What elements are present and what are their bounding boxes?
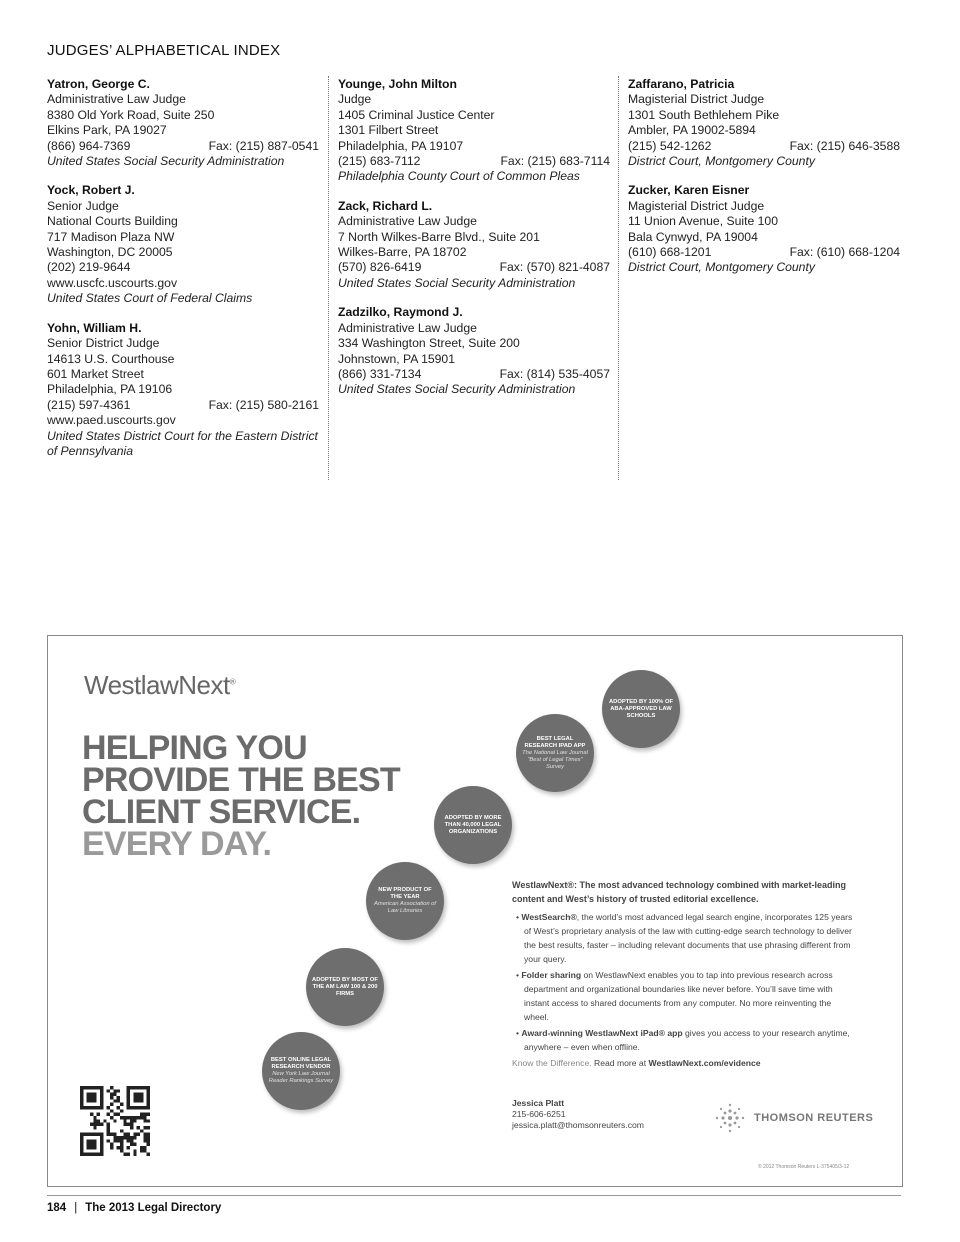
judge-name: Zaffarano, Patricia xyxy=(628,77,735,91)
phone-fax-row xyxy=(47,260,319,275)
fax-number: Fax: (814) 535-4057 xyxy=(499,366,610,381)
bubble-title: BEST LEGAL RESEARCH IPAD APP xyxy=(524,735,586,749)
qr-finder xyxy=(87,1139,97,1149)
qr-module xyxy=(123,1123,126,1126)
court-agency: Philadelphia County Court of Common Pleas xyxy=(338,169,580,184)
qr-module xyxy=(110,1116,113,1119)
qr-module xyxy=(120,1116,123,1119)
qr-code[interactable] xyxy=(80,1086,150,1156)
website-link[interactable]: www.paed.uscourts.gov xyxy=(47,413,176,428)
address-line: Elkins Park, PA 19027 xyxy=(47,123,167,138)
qr-finder xyxy=(87,1093,97,1103)
phone-fax-row xyxy=(47,398,319,413)
qr-module xyxy=(137,1126,140,1129)
qr-module xyxy=(143,1119,146,1122)
qr-module xyxy=(97,1113,100,1116)
address-line: Philadelphia, PA 19106 xyxy=(47,382,173,397)
qr-module xyxy=(133,1133,136,1136)
ad-bullet: • Award-winning WestlawNext iPad® app gives you access to your research anytime, anywhere – even when offline. xyxy=(516,1028,850,1052)
qr-module xyxy=(110,1093,113,1096)
court-agency: United States District Court for the Eastern District of Pennsylvania xyxy=(47,428,318,458)
qr-module xyxy=(130,1126,133,1129)
judge-entry xyxy=(47,77,319,169)
publication-name: The 2013 Legal Directory xyxy=(85,1202,222,1214)
award-bubble xyxy=(366,862,444,940)
bubble-subtitle: New York Law Journal Reader Rankings Survey xyxy=(268,1071,334,1084)
judge-entry xyxy=(628,77,900,169)
address-line: 1301 South Bethlehem Pike xyxy=(628,107,780,122)
address-line: 334 Washington Street, Suite 200 xyxy=(338,336,520,351)
qr-module xyxy=(117,1139,120,1142)
qr-module xyxy=(120,1109,123,1112)
address-line: 7 North Wilkes-Barre Blvd., Suite 201 xyxy=(338,229,540,244)
qr-module xyxy=(97,1119,100,1122)
qr-module xyxy=(107,1123,110,1126)
qr-module xyxy=(147,1133,150,1136)
qr-module xyxy=(107,1113,110,1116)
contact-email[interactable]: jessica.platt@thomsonreuters.com xyxy=(512,1120,644,1130)
phone-fax-row xyxy=(338,260,610,275)
bubble-title: BEST ONLINE LEGAL RESEARCH VENDOR xyxy=(270,1057,332,1070)
qr-module xyxy=(133,1116,136,1119)
qr-module xyxy=(143,1149,146,1152)
phone-fax-row xyxy=(628,245,900,260)
qr-module xyxy=(113,1113,116,1116)
award-bubble xyxy=(434,786,512,864)
judge-title: Administrative Law Judge xyxy=(47,92,186,107)
judge-entry xyxy=(628,183,900,275)
fax-number: Fax: (570) 821-4087 xyxy=(499,260,610,275)
bullet-text: on WestlawNext enables you to tap into previous research across department and organizational boundaries like never before. You’ll save time with instant access to shared documents from any computer. No more reinventing the wheel. xyxy=(524,970,833,1022)
qr-module xyxy=(133,1153,136,1156)
bullet-lead: Folder sharing xyxy=(521,970,582,980)
qr-module xyxy=(120,1129,123,1132)
judge-title: Magisterial District Judge xyxy=(628,92,765,107)
qr-module xyxy=(127,1136,130,1139)
address-line: Washington, DC 20005 xyxy=(47,245,173,260)
footer-rule xyxy=(47,1195,901,1196)
qr-module xyxy=(97,1123,100,1126)
qr-module xyxy=(110,1103,113,1106)
qr-module xyxy=(143,1136,146,1139)
phone-number: (610) 668-1201 xyxy=(628,245,712,260)
ad-url-link[interactable]: WestlawNext.com/evidence xyxy=(648,1058,761,1068)
judge-title: Administrative Law Judge xyxy=(338,320,477,335)
index-column-2 xyxy=(338,77,610,412)
qr-module xyxy=(110,1146,113,1149)
qr-module xyxy=(140,1113,143,1116)
qr-module xyxy=(120,1136,123,1139)
qr-module xyxy=(147,1126,150,1129)
bullet-text: , the world’s most advanced legal search engine, incorporates 125 years of West’s proprietary analysis of the law with cutting-edge search technology to deliver the best results, faster – including relevant documents that use phrasing different from your query. xyxy=(524,912,853,964)
qr-module xyxy=(133,1119,136,1122)
phone-number: (215) 683-7112 xyxy=(338,154,421,169)
phone-number: (866) 964-7369 xyxy=(47,138,131,153)
court-agency: United States Social Security Administration xyxy=(338,275,576,290)
qr-module xyxy=(130,1123,133,1126)
address-line: 8380 Old York Road, Suite 250 xyxy=(47,107,215,122)
judge-name: Zadzilko, Raymond J. xyxy=(338,305,463,320)
qr-module xyxy=(117,1099,120,1102)
court-agency: United States Social Security Administration xyxy=(338,382,576,397)
qr-finder xyxy=(133,1093,143,1103)
court-agency: District Court, Montgomery County xyxy=(628,154,815,169)
qr-module xyxy=(140,1146,143,1149)
qr-module xyxy=(123,1119,126,1122)
award-bubble xyxy=(516,714,594,792)
bullet-lead: Award-winning WestlawNext iPad® app xyxy=(521,1028,683,1038)
qr-module xyxy=(137,1116,140,1119)
page-footer xyxy=(47,1202,221,1214)
bubble-title: ADOPTED BY 100% OF ABA-APPROVED LAW SCHOOLS xyxy=(609,698,673,719)
fax-number: Fax: (215) 646-3588 xyxy=(789,138,900,153)
judge-title: Senior Judge xyxy=(47,198,119,213)
address-line: National Courts Building xyxy=(47,214,178,229)
qr-module xyxy=(103,1119,106,1122)
address-line: Ambler, PA 19002-5894 xyxy=(628,123,756,138)
bubble-subtitle: The National Law Journal “Best of Legal Times” Survey xyxy=(522,749,588,770)
index-column-3 xyxy=(628,77,900,290)
phone-number: (570) 826-6419 xyxy=(338,260,422,275)
qr-module xyxy=(93,1119,96,1122)
qr-module xyxy=(113,1119,116,1122)
qr-module xyxy=(107,1106,110,1109)
qr-module xyxy=(113,1139,116,1142)
thomson-reuters-logo xyxy=(712,1100,873,1136)
qr-module xyxy=(113,1099,116,1102)
phone-number: (215) 542-1262 xyxy=(628,138,712,153)
qr-module xyxy=(147,1119,150,1122)
qr-module xyxy=(147,1113,150,1116)
qr-module xyxy=(123,1153,126,1156)
qr-module xyxy=(143,1113,146,1116)
address-line: 11 Union Avenue, Suite 100 xyxy=(628,214,778,229)
qr-module xyxy=(110,1143,113,1146)
qr-module xyxy=(130,1143,133,1146)
qr-module xyxy=(133,1136,136,1139)
qr-module xyxy=(110,1096,113,1099)
page-number: 184 xyxy=(47,1202,67,1214)
qr-module xyxy=(117,1106,120,1109)
award-bubble xyxy=(306,948,384,1026)
fax-number: Fax: (215) 580-2161 xyxy=(208,397,319,412)
qr-module xyxy=(110,1133,113,1136)
qr-module xyxy=(127,1133,130,1136)
judge-name: Yatron, George C. xyxy=(47,77,150,91)
qr-module xyxy=(130,1139,133,1142)
phone-fax-row xyxy=(628,139,900,154)
qr-module xyxy=(110,1086,113,1089)
judge-entry xyxy=(47,321,319,460)
judge-name: Yohn, William H. xyxy=(47,320,142,335)
qr-module xyxy=(143,1116,146,1119)
judge-name: Zack, Richard L. xyxy=(338,198,433,213)
qr-module xyxy=(107,1133,110,1136)
qr-module xyxy=(147,1139,150,1142)
qr-module xyxy=(123,1133,126,1136)
footer-separator: | xyxy=(74,1202,78,1214)
qr-module xyxy=(117,1146,120,1149)
column-divider xyxy=(618,76,619,480)
website-link[interactable]: www.uscfc.uscourts.gov xyxy=(47,275,178,290)
headline-line: PROVIDE THE BEST xyxy=(82,761,400,799)
qr-module xyxy=(133,1149,136,1152)
qr-module xyxy=(147,1136,150,1139)
westlawnext-logo: WestlawNext® xyxy=(84,670,236,700)
fax-number: Fax: (215) 887-0541 xyxy=(208,138,319,153)
qr-module xyxy=(147,1153,150,1156)
ad-bullet: • WestSearch®, the world’s most advanced legal search engine, incorporates 125 years of West’s proprietary analysis of the law with cutting-edge search technology to deliver the best results, faster – including relevant documents that use phrasing different from your query. xyxy=(516,912,853,964)
qr-module xyxy=(110,1109,113,1112)
phone-fax-row xyxy=(338,154,610,169)
ad-bullet: • Folder sharing on WestlawNext enables you to tap into previous research across department and organizational boundaries like never before. You’ll save time with instant access to shared documents from any computer. No more reinventing the wheel. xyxy=(516,970,833,1022)
bubble-title: ADOPTED BY MORE THAN 40,000 LEGAL ORGANIZATIONS xyxy=(444,814,502,835)
qr-module xyxy=(107,1126,110,1129)
judge-name: Yock, Robert J. xyxy=(47,183,135,198)
ad-body-copy xyxy=(512,878,857,1070)
qr-module xyxy=(117,1136,120,1139)
judge-entry xyxy=(338,77,610,185)
qr-module xyxy=(93,1116,96,1119)
ad-headline xyxy=(82,729,400,863)
bubble-title: NEW PRODUCT OF THE YEAR xyxy=(378,887,432,900)
award-bubble xyxy=(602,670,680,748)
court-agency: United States Social Security Administration xyxy=(47,154,285,169)
address-line: 1405 Criminal Justice Center xyxy=(338,107,495,122)
judge-title: Judge xyxy=(338,92,372,107)
qr-module xyxy=(90,1113,93,1116)
contact-name: Jessica Platt xyxy=(512,1098,565,1108)
bullet-text: gives you access to your research anytime, anywhere – even when offline. xyxy=(524,1028,850,1052)
phone-number: (866) 331-7134 xyxy=(338,366,422,381)
qr-module xyxy=(140,1149,143,1152)
bubble-subtitle: American Association of Law Libraries xyxy=(374,901,436,914)
qr-module xyxy=(113,1089,116,1092)
qr-module xyxy=(123,1136,126,1139)
column-divider xyxy=(328,76,329,480)
qr-module xyxy=(130,1116,133,1119)
address-line: 717 Madison Plaza NW xyxy=(47,229,175,244)
westlaw-advertisement xyxy=(47,635,903,1187)
headline-line: CLIENT SERVICE. xyxy=(82,793,361,831)
headline-line: HELPING YOU xyxy=(82,729,307,767)
qr-module xyxy=(123,1116,126,1119)
qr-module xyxy=(143,1126,146,1129)
qr-module xyxy=(120,1139,123,1142)
qr-module xyxy=(117,1089,120,1092)
judge-name: Zucker, Karen Eisner xyxy=(628,183,750,198)
qr-module xyxy=(147,1143,150,1146)
address-line: 14613 U.S. Courthouse xyxy=(47,351,175,366)
qr-module xyxy=(127,1139,130,1142)
qr-module xyxy=(127,1123,130,1126)
qr-module xyxy=(107,1139,110,1142)
judge-title: Senior District Judge xyxy=(47,336,160,351)
qr-module xyxy=(100,1123,103,1126)
address-line: Wilkes-Barre, PA 18702 xyxy=(338,245,467,260)
court-agency: District Court, Montgomery County xyxy=(628,260,815,275)
judge-title: Magisterial District Judge xyxy=(628,198,765,213)
qr-module xyxy=(143,1133,146,1136)
qr-module xyxy=(107,1129,110,1132)
judge-entry xyxy=(47,183,319,306)
address-line: Bala Cynwyd, PA 19004 xyxy=(628,229,758,244)
qr-module xyxy=(120,1103,123,1106)
qr-module xyxy=(113,1136,116,1139)
read-more-text: Read more at xyxy=(594,1058,647,1068)
qr-module xyxy=(130,1136,133,1139)
qr-module xyxy=(120,1149,123,1152)
address-line: 601 Market Street xyxy=(47,366,144,381)
qr-module xyxy=(133,1143,136,1146)
judge-entry xyxy=(338,199,610,291)
phone-fax-row xyxy=(47,139,319,154)
ad-read-more xyxy=(512,1056,857,1070)
qr-module xyxy=(90,1123,93,1126)
judge-title: Administrative Law Judge xyxy=(338,214,477,229)
know-difference: Know the Difference. xyxy=(512,1058,592,1068)
address-line: Philadelphia, PA 19107 xyxy=(338,138,464,153)
qr-module xyxy=(127,1146,130,1149)
judge-name: Younge, John Milton xyxy=(338,77,457,91)
qr-module xyxy=(143,1139,146,1142)
qr-module xyxy=(137,1133,140,1136)
brand-name: THOMSON REUTERS xyxy=(754,1112,874,1124)
index-column-1 xyxy=(47,77,319,473)
phone-number: (202) 219-9644 xyxy=(47,260,131,275)
qr-module xyxy=(127,1153,130,1156)
qr-module xyxy=(130,1119,133,1122)
address-line: 1301 Filbert Street xyxy=(338,123,439,138)
thomson-reuters-icon xyxy=(712,1100,748,1136)
qr-module xyxy=(117,1113,120,1116)
qr-module xyxy=(107,1089,110,1092)
address-line: Johnstown, PA 15901 xyxy=(338,351,455,366)
fax-number: Fax: (215) 683-7114 xyxy=(500,154,610,169)
ad-contact xyxy=(512,1098,644,1131)
phone-fax-row xyxy=(338,367,610,382)
qr-module xyxy=(140,1129,143,1132)
award-bubble xyxy=(262,1032,340,1110)
contact-phone: 215-606-6251 xyxy=(512,1109,566,1119)
bullet-lead: WestSearch® xyxy=(521,912,577,922)
qr-module xyxy=(93,1123,96,1126)
headline-line: EVERY DAY. xyxy=(82,825,272,863)
judge-entry xyxy=(338,305,610,397)
court-agency: United States Court of Federal Claims xyxy=(47,291,253,306)
phone-number: (215) 597-4361 xyxy=(47,397,131,412)
qr-module xyxy=(113,1133,116,1136)
bubble-title: ADOPTED BY MOST OF THE AM LAW 100 & 200 FIRMS xyxy=(312,976,378,997)
qr-module xyxy=(120,1143,123,1146)
qr-module xyxy=(93,1126,96,1129)
ad-fineprint: © 2012 Thomson Reuters L-375405/3-12 xyxy=(758,1164,850,1170)
ad-intro: WestlawNext®: The most advanced technology combined with market-leading content and West’s history of trusted editorial excellence. xyxy=(512,880,847,904)
qr-module xyxy=(117,1096,120,1099)
qr-module xyxy=(140,1116,143,1119)
qr-module xyxy=(113,1093,116,1096)
qr-module xyxy=(143,1146,146,1149)
qr-module xyxy=(120,1146,123,1149)
index-title: JUDGES’ ALPHABETICAL INDEX xyxy=(47,42,281,59)
qr-module xyxy=(127,1116,130,1119)
fax-number: Fax: (610) 668-1204 xyxy=(789,245,900,260)
